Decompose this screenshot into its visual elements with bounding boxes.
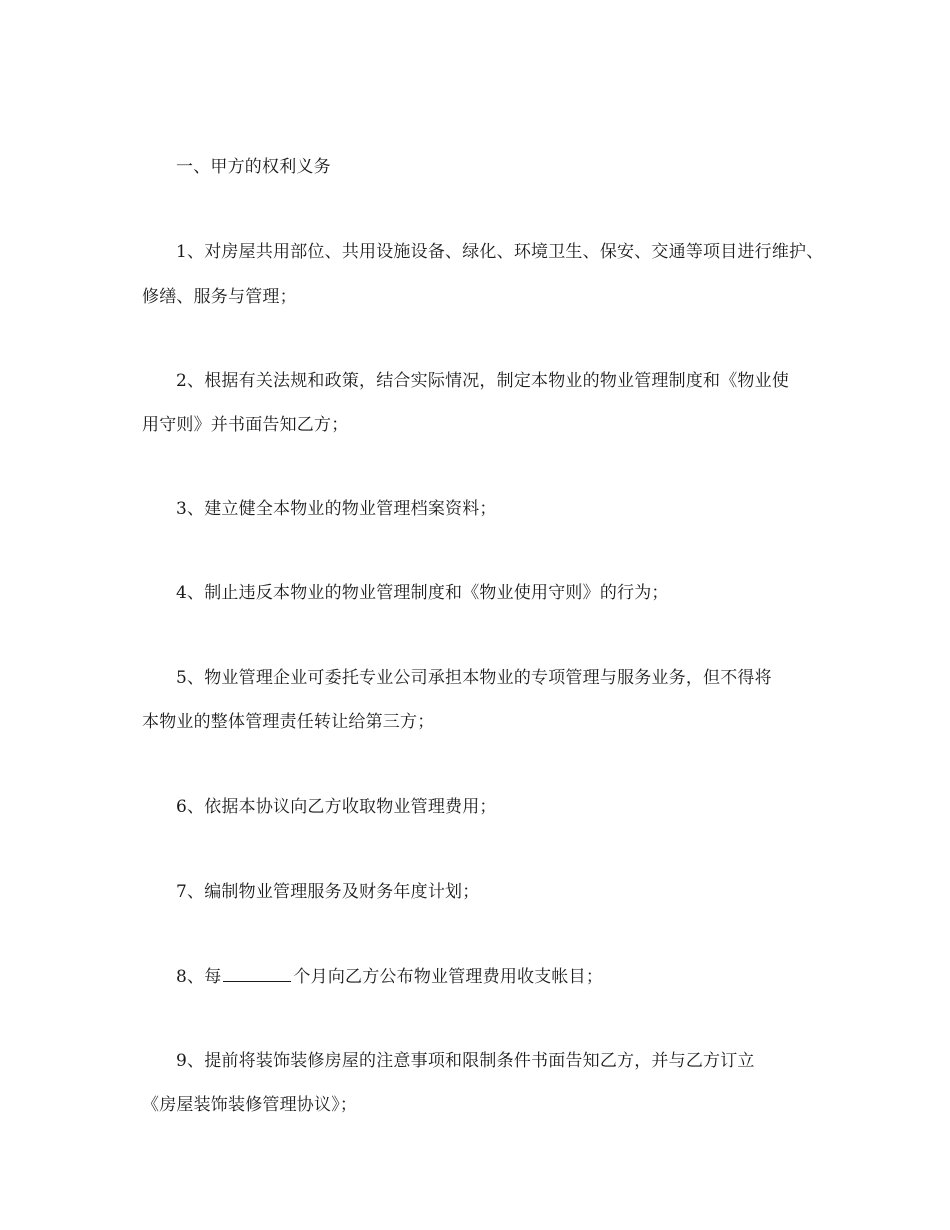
- item-9-line-2: 《房屋装饰装修管理协议》；: [142, 1095, 358, 1115]
- item-7-line-1: 7、编制物业管理服务及财务年度计划；: [176, 882, 480, 902]
- item-5-line-2: 本物业的整体管理责任转让给第三方；: [142, 712, 435, 732]
- item-8-suffix: 个月向乙方公布物业管理费用收支帐目；: [293, 967, 604, 987]
- item-2-line-1: 2、根据有关法规和政策，结合实际情况，制定本物业的物业管理制度和《物业使: [176, 371, 790, 391]
- section-heading: 一、甲方的权利义务: [176, 157, 331, 177]
- item-8-line-1: [176, 965, 603, 988]
- item-8-blank-field: [223, 965, 291, 982]
- item-3-line-1: 3、建立健全本物业的物业管理档案资料；: [176, 499, 497, 519]
- item-8-prefix: 8、每: [176, 967, 222, 987]
- item-9-line-1: 9、提前将装饰装修房屋的注意事项和限制条件书面告知乙方，并与乙方订立: [176, 1051, 755, 1071]
- item-4-line-1: 4、制止违反本物业的物业管理制度和《物业使用守则》的行为；: [176, 583, 669, 603]
- item-2-line-2: 用守则》并书面告知乙方；: [142, 415, 349, 435]
- item-5-line-1: 5、物业管理企业可委托专业公司承担本物业的专项管理与服务业务，但不得将: [176, 668, 772, 688]
- item-6-line-1: 6、依据本协议向乙方收取物业管理费用；: [176, 797, 497, 817]
- item-1-line-1: 1、对房屋共用部位、共用设施设备、绿化、环境卫生、保安、交通等项目进行维护、: [176, 242, 824, 262]
- item-1-line-2: 修缮、服务与管理；: [142, 287, 297, 307]
